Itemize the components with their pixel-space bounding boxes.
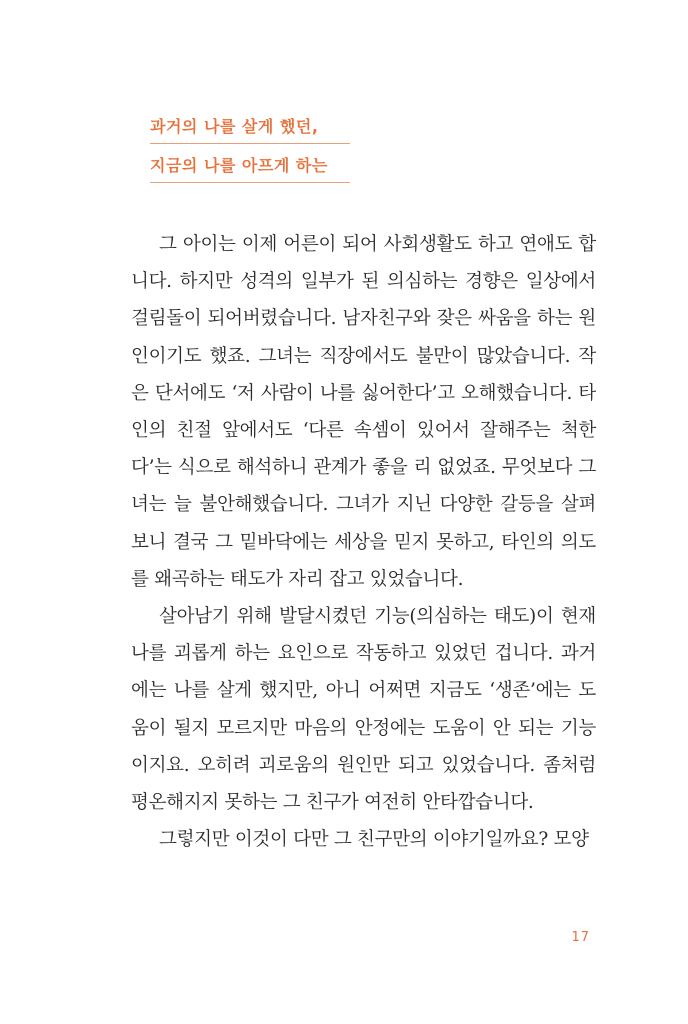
page-number: 17 — [571, 930, 590, 945]
chapter-heading — [150, 116, 350, 194]
paragraph-2: 살아남기 위해 발달시켰던 기능(의심하는 태도)이 현재 나를 괴롭게 하는 요인으로 작동하고 있었던 겁니다. 과거에는 나를 살게 했지만, 아니 어쩌면 지금도 ‘생존’에는 도움이 될지 모르지만 마음의 안정에는 도움이 안 되는 기능이지요. 오히려 괴로움의 원인만 되고 있었습니다. 좀처럼 평온해지지 못하는 그 친구가 여전히 안타깝습니다. — [131, 606, 596, 814]
body-text — [131, 226, 596, 858]
heading-line-1: 과거의 나를 살게 했던, — [150, 116, 350, 144]
paragraph-1: 그 아이는 이제 어른이 되어 사회생활도 하고 연애도 합니다. 하지만 성격의 일부가 된 의심하는 경향은 일상에서 걸림돌이 되어버렸습니다. 남자친구와 잦은 싸움을 하는 원인이기도 했죠. 그녀는 직장에서도 불만이 많았습니다. 작은 단서에도 ‘저 사람이 나를 싫어한다’고 오해했습니다. 타인의 친절 앞에서도 ‘다른 속셈이 있어서 잘해주는 척한다’는 식으로 해석하니 관계가 좋을 리 없었죠. 무엇보다 그녀는 늘 불안해했습니다. 그녀가 지닌 다양한 갈등을 살펴보니 결국 그 밑바닥에는 세상을 믿지 못하고, 타인의 의도를 왜곡하는 태도가 자리 잡고 있었습니다. — [131, 234, 596, 590]
paragraph-3: 그렇지만 이것이 다만 그 친구만의 이야기일까요? 모양 — [159, 829, 589, 851]
heading-line-2: 지금의 나를 아프게 하는 — [150, 155, 350, 183]
